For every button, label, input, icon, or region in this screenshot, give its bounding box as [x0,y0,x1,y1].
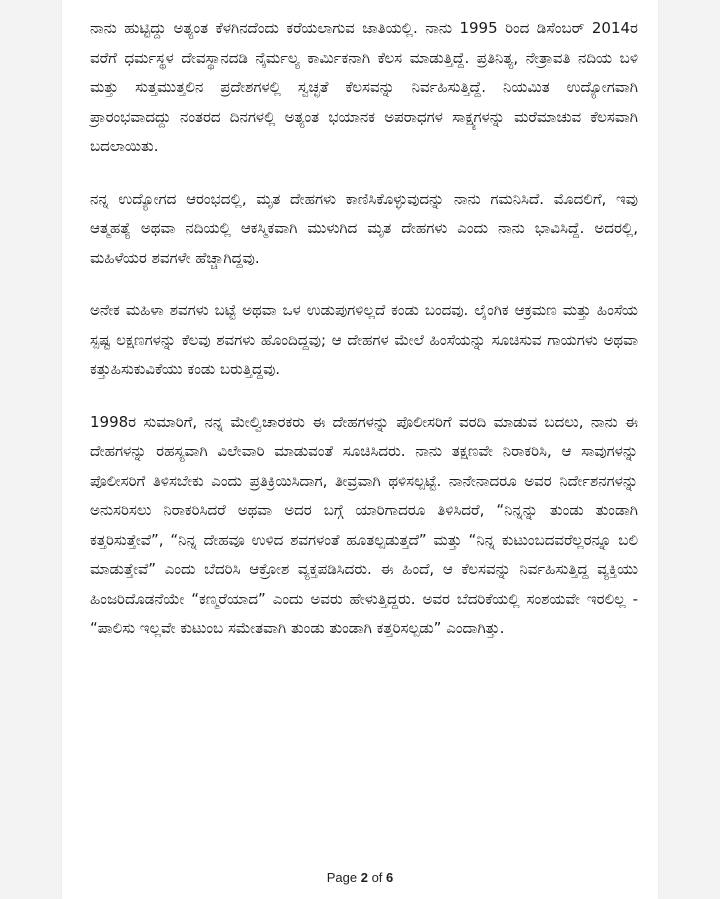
page-of: of [371,870,383,885]
page-total: 6 [386,870,394,885]
document-body [90,14,638,667]
page-number-footer [62,870,658,885]
document-page [62,0,658,899]
paragraph-3: ಅನೇಕ ಮಹಿಳಾ ಶವಗಳು ಬಟ್ಟೆ ಅಥವಾ ಒಳ ಉಡುಪುಗಳಿಲ್ಲದೆ ಕಂಡು ಬಂದವು. ಲೈಂಗಿಕ ಆಕ್ರಮಣ ಮತ್ತು ಹಿಂಸೆಯ ಸ್ಪಷ್ಟ ಲಕ್ಷಣಗಳನ್ನು ಕೆಲವು ಶವಗಳು ಹೊಂದಿದ್ದವು; ಆ ದೇಹಗಳ ಮೇಲೆ ಹಿಂಸೆಯನ್ನು ಸೂಚಿಸುವ ಗಾಯಗಳು ಅಥವಾ ಕತ್ತುಹಿಸುಕುವಿಕೆಯು ಕಂಡು ಬರುತ್ತಿದ್ದವು. [90,301,638,378]
page-label: Page [326,870,358,885]
page-current: 2 [360,870,368,885]
paragraph-2: ನನ್ನ ಉದ್ಯೋಗದ ಆರಂಭದಲ್ಲಿ, ಮೃತ ದೇಹಗಳು ಕಾಣಿಸಿಕೊಳ್ಳುವುದನ್ನು ನಾನು ಗಮನಿಸಿದೆ. ಮೊದಲಿಗೆ, ಇವು ಆತ್ಮಹತ್ಯೆ ಅಥವಾ ನದಿಯಲ್ಲಿ ಆಕಸ್ಮಿಕವಾಗಿ ಮುಳುಗಿದ ಮೃತ ದೇಹಗಳು ಎಂದು ನಾನು ಭಾವಿಸಿದ್ದೆ. ಅದರಲ್ಲಿ, ಮಹಿಳೆಯರ ಶವಗಳೇ ಹೆಚ್ಚಾಗಿದ್ದವು. [90,189,638,267]
paragraph-4: 1998ರ ಸುಮಾರಿಗೆ, ನನ್ನ ಮೇಲ್ವಿಚಾರಕರು ಈ ದೇಹಗಳನ್ನು ಪೊಲೀಸರಿಗೆ ವರದಿ ಮಾಡುವ ಬದಲು, ನಾನು ಈ ದೇಹಗಳನ್ನು ರಹಸ್ಯವಾಗಿ ವಿಲೇವಾರಿ ಮಾಡುವಂತೆ ಸೂಚಿಸಿದರು. ನಾನು ತಕ್ಷಣವೇ ನಿರಾಕರಿಸಿ, ಆ ಸಾವುಗಳನ್ನು ಪೊಲೀಸರಿಗೆ ತಿಳಿಸಬೇಕು ಎಂದು ಪ್ರತಿಕ್ರಿಯಿಸಿದಾಗ, ತೀವ್ರವಾಗಿ ಥಳಿಸಲ್ಪಟ್ಟೆ. ನಾನೇನಾದರೂ ಅವರ ನಿರ್ದೇಶನಗಳನ್ನು ಅನುಸರಿಸಲು ನಿರಾಕರಿಸಿದರೆ ಅಥವಾ ಅದರ ಬಗ್ಗೆ ಯಾರಿಗಾದರೂ ತಿಳಿಸಿದರೆ, “ನಿನ್ನನ್ನು ತುಂಡು ತುಂಡಾಗಿ ಕತ್ತರಿಸುತ್ತೇವೆ”, “ನಿನ್ನ ದೇಹವೂ ಉಳಿದ ಶವಗಳಂತೆ ಹೂತಲ್ಪಡುತ್ತದೆ” ಮತ್ತು “ನಿನ್ನ ಕುಟುಂಬದವರೆಲ್ಲರನ್ನೂ ಬಲಿ ಮಾಡುತ್ತೇವೆ” ಎಂದು ಬೆದರಿಸಿ ಆಕ್ರೋಶ ವ್ಯಕ್ತಪಡಿಸಿದರು. ಈ ಹಿಂದೆ, ಆ ಕೆಲಸವನ್ನು ನಿರ್ವಹಿಸುತ್ತಿದ್ದ ವ್ಯಕ್ತಿಯು ಹಿಂಜರಿದೊಡನೆಯೇ “ಕಣ್ಮರೆಯಾದ” ಎಂದು ಅವರು ಹೇಳುತ್ತಿದ್ದರು. ಅವರ ಬೆದರಿಕೆಯಲ್ಲಿ ಸಂಶಯವೇ ಇರಲಿಲ್ಲ - “ಪಾಲಿಸು ಇಲ್ಲವೇ ಕುಟುಂಬ ಸಮೇತವಾಗಿ ತುಂಡು ತುಂಡಾಗಿ ಕತ್ತರಿಸಲ್ಪಡು” ಎಂದಾಗಿತ್ತು. [90,412,638,637]
paragraph-1: ನಾನು ಹುಟ್ಟಿದ್ದು ಅತ್ಯಂತ ಕೆಳಗಿನದೆಂದು ಕರೆಯಲಾಗುವ ಜಾತಿಯಲ್ಲಿ. ನಾನು 1995 ರಿಂದ ಡಿಸೆಂಬರ್ 2014ರ ವರೆಗೆ ಧರ್ಮಸ್ಥಳ ದೇವಸ್ಥಾನದಡಿ ನೈರ್ಮಲ್ಯ ಕಾರ್ಮಿಕನಾಗಿ ಕೆಲಸ ಮಾಡುತ್ತಿದ್ದೆ. ಪ್ರತಿನಿತ್ಯ, ನೇತ್ರಾವತಿ ನದಿಯ ಬಳಿ ಮತ್ತು ಸುತ್ತಮುತ್ತಲಿನ ಪ್ರದೇಶಗಳಲ್ಲಿ ಸ್ವಚ್ಛತೆ ಕೆಲಸವನ್ನು ನಿರ್ವಹಿಸುತ್ತಿದ್ದೆ. ನಿಯಮಿತ ಉದ್ಯೋಗವಾಗಿ ಪ್ರಾರಂಭವಾದದ್ದು ನಂತರದ ದಿನಗಳಲ್ಲಿ ಅತ್ಯಂತ ಭಯಾನಕ ಅಪರಾಧಗಳ ಸಾಕ್ಷ್ಯಗಳನ್ನು ಮರೆಮಾಚುವ ಕೆಲಸವಾಗಿ ಬದಲಾಯಿತು. [90,19,638,155]
